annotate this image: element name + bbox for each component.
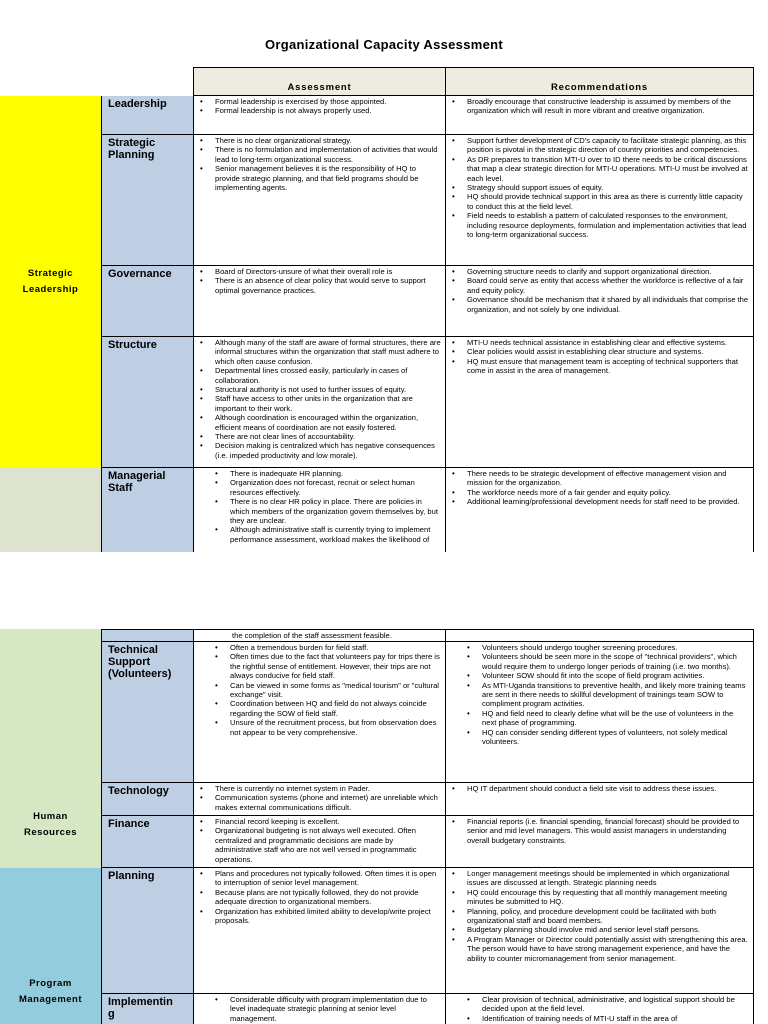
bullet: • The workforce needs more of a fair gender and equity policy. [467,488,749,497]
bullet: • Unsure of the recruitment process, but from observation does not appear to be very comprehensive. [230,718,441,737]
recommendations-technology [445,783,754,816]
page-1-table [0,67,754,552]
recommendations-continuation [445,629,754,642]
assessment-continuation [193,629,445,642]
bullet: • Structural authority is not used to further issues of equity. [215,385,441,394]
bullet: • Longer management meetings should be implemented in which organizational issues are discussed at length. Strategic planning needs [467,869,749,888]
bullet: • There is no formulation and implementation of activities that would lead to long-term organizational success. [215,145,441,164]
bullet: • Governance should be mechanism that it shared by all individuals that comprise the organization, and not solely by one individual. [467,295,749,314]
subcategory-finance: Finance [101,816,193,868]
bullet: • Although many of the staff are aware of formal structures, there are informal structures within the organization that staff must adhere to which often cause confusion. [215,338,441,366]
bullet: • There is inadequate HR planning. [230,469,441,478]
assessment-implementing [193,994,445,1024]
bullet: • There is no clear organizational strategy. [215,136,441,145]
bullet: • MTI-U needs technical assistance in establishing clear and effective systems. [467,338,749,347]
bullet: • Broadly encourage that constructive leadership is assumed by members of the organization which will result in more vibrant and creative organization. [467,97,749,116]
assessment-finance [193,816,445,868]
bullet: • Often times due to the fact that volunteers pay for trips there is the rightful sense of entitlement. However, their trips are not always conducive for field staff. [230,652,441,680]
subcategory-governance: Governance [101,266,193,337]
bullet: • As DR prepares to transition MTI-U over to ID there needs to be critical discussions that map a clear strategic direction for MTI-U operations. MTI-U must be involved at each level. [467,155,749,183]
recommendations-strategic-planning [445,135,754,266]
bullet: • Formal leadership is not always properly used. [215,106,441,115]
bullet: • Governing structure needs to clarify and support organizational direction. [467,267,749,276]
assessment-header: Assessment [193,67,445,96]
subcategory-implementing: Implementin g [101,994,193,1024]
category-human-resources-start [0,468,101,552]
recommendations-structure [445,337,754,468]
bullet: • Additional learning/professional development needs for staff need to be provided. [467,497,749,506]
bullet: • Planning, policy, and procedure development could be facilitated with both organizational staff and board members. [467,907,749,926]
subcategory-planning: Planning [101,868,193,994]
bullet: • Field needs to establish a pattern of calculated responses to the environment, including resource deployments, formulation and implementation activities that lead to long-term organizational success. [467,211,749,239]
bullet: • Organizational budgeting is not always well executed. Often centralized and programmatic decisions are made by administrative staff who are not well versed in programmatic operations. [215,826,441,864]
bullet: • There needs to be strategic development of effective management vision and mission for the organization. [467,469,749,488]
bullet: • Clear provision of technical, administrative, and logistical support should be decided upon at the field level. [482,995,749,1014]
bullet: • HQ and field need to clearly define what will be the use of volunteers in the next phase of programming. [482,709,749,728]
recommendations-header: Recommendations [445,67,754,96]
category-program-management: Program Management [0,868,101,1024]
recommendations-leadership [445,96,754,135]
page-2-table [0,629,754,1024]
bullet: • There are not clear lines of accountability. [215,432,441,441]
recommendations-planning [445,868,754,994]
bullet: • There is no clear HR policy in place. There are policies in which members of the organization govern themselves by, but they are unclear. [230,497,441,525]
recommendations-finance [445,816,754,868]
bullet: • Plans and procedures not typically followed. Often times it is open to interruption of senior level management. [215,869,441,888]
bullet: • Financial record keeping is excellent. [215,817,441,826]
bullet: • Often a tremendous burden for field staff. [230,643,441,652]
bullet: • Board of Directors-unsure of what their overall role is [215,267,441,276]
assessment-planning [193,868,445,994]
bullet: • Board could serve as entity that access whether the workforce is reflective of a fair and equity policy. [467,276,749,295]
bullet: • Organization has exhibited limited ability to develop/write project proposals. [215,907,441,926]
bullet: • Organization does not forecast, recruit or select human resources effectively. [230,478,441,497]
bullet: • Strategy should support issues of equity. [467,183,749,192]
bullet: • There is an absence of clear policy that would serve to support optimal governance practices. [215,276,441,295]
subcategory-continuation [101,629,193,642]
category-human-resources: Human Resources [0,629,101,868]
bullet: • Although coordination is encouraged within the organization, efficient means of coordination are not easily fostered. [215,413,441,432]
category-strategic-leadership: Strategic Leadership [0,96,101,468]
bullet: • Financial reports (i.e. financial spending, financial forecast) should be provided to senior and mid level managers. This would assist managers in understanding overall budgetary constraints. [467,817,749,845]
subcategory-technology: Technology [101,783,193,816]
bullet: • Coordination between HQ and field do not always coincide regarding the SOW of field staff. [230,699,441,718]
subcategory-strategic-planning: Strategic Planning [101,135,193,266]
recommendations-governance [445,266,754,337]
assessment-managerial-staff [193,468,445,552]
continuation-text: the completion of the staff assessment feasible. [232,631,392,640]
recommendations-technical-support [445,642,754,783]
bullet: • Communication systems (phone and internet) are unreliable which makes external communications difficult. [215,793,441,812]
bullet: • Volunteer SOW should fit into the scope of field program activities. [482,671,749,680]
bullet: • Support further development of CD's capacity to facilitate strategic planning, as this position is pivotal in the strategic direction of country priorities and competencies. [467,136,749,155]
recommendations-implementing [445,994,754,1024]
bullet: • As MTI-Uganda transitions to preventive health, and likely more training teams are sent in there needs to skillful development of trainings team SOW to compliment program activities. [482,681,749,709]
subcategory-managerial-staff: Managerial Staff [101,468,193,552]
bullet: • HQ should provide technical support in this area as there is currently little capacity to conduct this at the field level. [467,192,749,211]
assessment-strategic-planning [193,135,445,266]
bullet: • Decision making is centralized which has negative consequences (i.e. impeded productivity and low morale). [215,441,441,460]
bullet: • Volunteers should be seen more in the scope of "technical providers", which would require them to undergo longer periods of training (i.e. two months). [482,652,749,671]
bullet: • A Program Manager or Director could potentially assist with strengthening this area. The person would have to have strong management experience, and have the ability to counter micromanagement from senior management. [467,935,749,963]
document-title: Organizational Capacity Assessment [264,37,504,52]
bullet: • Formal leadership is exercised by those appointed. [215,97,441,106]
assessment-technical-support [193,642,445,783]
bullet: • Although administrative staff is currently trying to implement performance assessment, workload makes the likelihood of [230,525,441,544]
recommendations-managerial-staff [445,468,754,552]
subcategory-structure: Structure [101,337,193,468]
bullet: • Considerable difficulty with program implementation due to level inadequate strategic planning at senior level management. [230,995,441,1023]
bullet: • HQ IT department should conduct a field site visit to address these issues. [467,784,749,793]
assessment-structure [193,337,445,468]
assessment-technology [193,783,445,816]
bullet: • Staff have access to other units in the organization that are important to their work. [215,394,441,413]
subcategory-technical-support: Technical Support (Volunteers) [101,642,193,783]
bullet: • Senior management believes it is the responsibility of HQ to provide strategic planning, and that field programs should be implementing agents. [215,164,441,192]
bullet: • There is currently no internet system in Pader. [215,784,441,793]
bullet: • HQ must ensure that management team is accepting of technical supporters that come in assist in the area of management. [467,357,749,376]
bullet: • Departmental lines crossed easily, particularly in cases of collaboration. [215,366,441,385]
assessment-governance [193,266,445,337]
bullet: • Identification of training needs of MTI-U staff in the area of [482,1014,749,1023]
bullet: • Because plans are not typically followed, they do not provide adequate direction to organizational members. [215,888,441,907]
assessment-leadership [193,96,445,135]
bullet: • Budgetary planning should involve mid and senior level staff persons. [467,925,749,934]
bullet: • HQ can consider sending different types of volunteers, not solely medical volunteers. [482,728,749,747]
bullet: • HQ could encourage this by requesting that all monthly management meeting minutes be submitted to HQ. [467,888,749,907]
bullet: • Can be viewed in some forms as "medical tourism" or "cultural exchange" visit. [230,681,441,700]
subcategory-leadership: Leadership [101,96,193,135]
bullet: • Volunteers should undergo tougher screening procedures. [482,643,749,652]
bullet: • Clear policies would assist in establishing clear structure and systems. [467,347,749,356]
